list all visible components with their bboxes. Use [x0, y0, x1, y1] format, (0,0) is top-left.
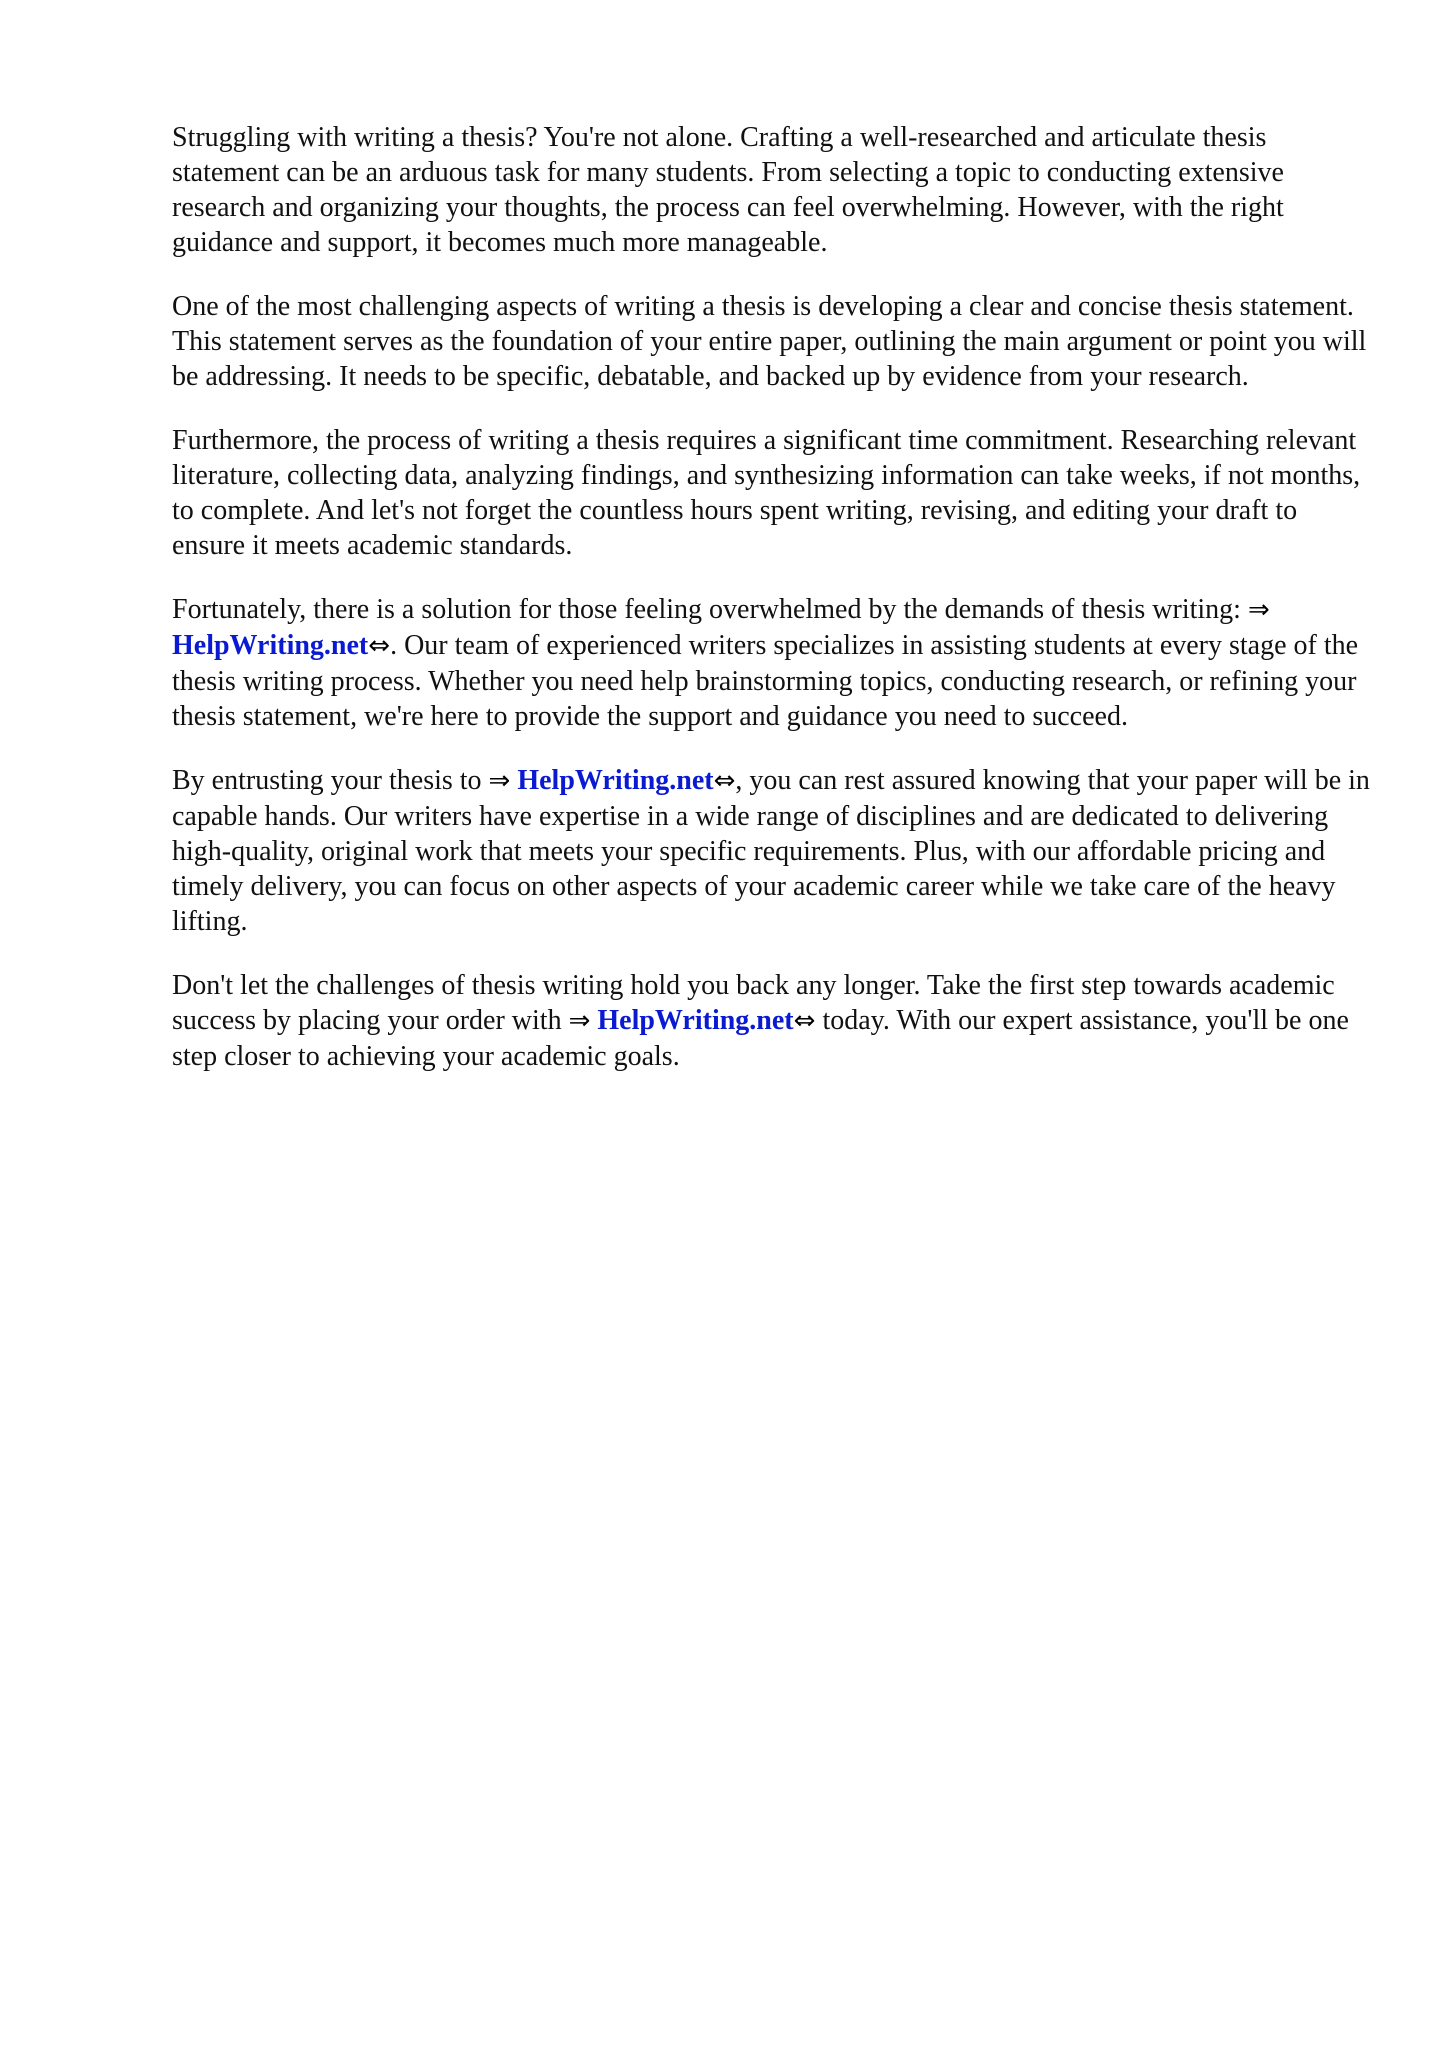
helpwriting-link[interactable]: HelpWriting.net: [597, 1005, 794, 1036]
right-arrow-icon: ⇒: [568, 1006, 591, 1036]
right-arrow-icon: ⇒: [488, 766, 511, 796]
paragraph-6: [172, 968, 1372, 1074]
paragraph-5-text-before: By entrusting your thesis to: [172, 765, 489, 796]
paragraph-4-text-before: Fortunately, there is a solution for those feeling overwhelmed by the demands of thesis writing:: [172, 594, 1248, 625]
paragraph-3: Furthermore, the process of writing a thesis requires a significant time commitment. Researching relevant literature, collecting data, analyzing findings, and synthesizing information can take weeks, if not months, to complete. And let's not forget the countless hours spent writing, revising, and editing your draft to ensure it meets academic standards.: [172, 425, 1361, 561]
paragraph-1: Struggling with writing a thesis? You're not alone. Crafting a well-researched and articulate thesis statement can be an arduous task for many students. From selecting a topic to conducting extensive research and organizing your thoughts, the process can feel overwhelming. However, with the right guidance and support, it becomes much more manageable.: [172, 122, 1284, 258]
double-arrow-icon: ⇔: [713, 766, 736, 796]
paragraph-2: One of the most challenging aspects of writing a thesis is developing a clear and concise thesis statement. This statement serves as the foundation of your entire paper, outlining the main argument or point you will be addressing. It needs to be specific, debatable, and backed up by evidence from your research.: [172, 291, 1367, 392]
right-arrow-icon: ⇒: [1247, 595, 1270, 625]
double-arrow-icon: ⇔: [368, 631, 391, 661]
paragraph-4-text-after: . Our team of experienced writers specializes in assisting students at every stage of the thesis writing process. Whether you need help brainstorming topics, conducting research, or refining your thesis statement, we're here to provide the support and guidance you need to succeed.: [172, 630, 1359, 732]
paragraph-5: [172, 763, 1372, 939]
paragraph-4: [172, 592, 1372, 734]
double-arrow-icon: ⇔: [793, 1006, 816, 1036]
helpwriting-link[interactable]: HelpWriting.net: [172, 630, 369, 661]
helpwriting-link[interactable]: HelpWriting.net: [517, 765, 714, 796]
document-body: [172, 120, 1372, 1103]
paragraph-5-text-after: , you can rest assured knowing that your paper will be in capable hands. Our writers have expertise in a wide range of disciplines and are dedicated to delivering high-quality, original work that meets your specific requirements. Plus, with our affordable pricing and timely delivery, you can focus on other aspects of your academic career while we take care of the heavy lifting.: [172, 765, 1370, 937]
paragraph-6-text-before: Don't let the challenges of thesis writing hold you back any longer. Take the first step towards academic success by placing your order with: [172, 970, 1335, 1036]
paragraph-6-text-after: today. With our expert assistance, you'll be one step closer to achieving your academic goals.: [172, 1005, 1349, 1072]
